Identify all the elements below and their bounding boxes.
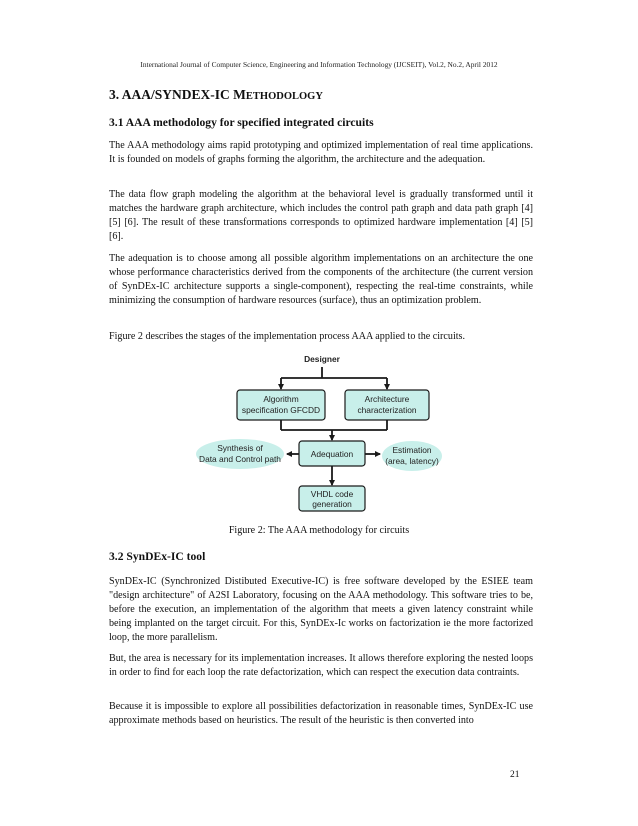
architecture-label-1: Architecture — [364, 394, 410, 404]
section-title-prefix: 3. AAA/SYNDEX-IC M — [109, 87, 246, 102]
vhdl-label-2: generation — [312, 499, 352, 509]
adequation-label: Adequation — [310, 449, 354, 459]
section-title — [109, 87, 323, 103]
paragraph-area: But, the area is necessary for its implementation increases. It allows therefore exploring the nested loops in order to find for each loop the rate defactorization, which can respect the execution data contraints. — [109, 653, 533, 678]
algorithm-label-1: Algorithm — [263, 394, 299, 404]
estimation-label-2: (area, latency) — [385, 456, 439, 466]
journal-header: International Journal of Computer Science, Engineering and Information Technology (IJCSEIT), Vol.2, No.2, April 2012 — [140, 60, 498, 69]
paragraph-heuristics: Because it is impossible to explore all possibilities defactorization in reasonable times, SynDEx-IC use approximate methods based on heuristics. The result of the heuristic is then converted into — [109, 701, 533, 726]
paragraph-figure-ref: Figure 2 describes the stages of the implementation process AAA applied to the circuits. — [109, 331, 466, 342]
paragraph-adequation: The adequation is to choose among all possible algorithm implementations on an architecture the one whose performance characteristics derived from the components of the architecture (the current version of SynDEx-IC architecture supports a single-component), respecting the real-time constraints, while minimizing the consumption of hardware resources (surface), thus an optimization problem. — [109, 253, 533, 306]
subsection-title-3-2: 3.2 SynDEx-IC tool — [109, 550, 206, 563]
paragraph-dataflow: The data flow graph modeling the algorithm at the behavioral level is gradually transformed until it matches the hardware graph architecture, which includes the control path graph and data path graph [4] [5] [6]. The result of these transformations corresponds to optimized hardware implementation [4] [5] [6]. — [109, 189, 533, 242]
synthesis-label-1: Synthesis of — [217, 443, 263, 453]
page-number: 21 — [510, 770, 520, 780]
synthesis-label-2: Data and Control path — [199, 454, 281, 464]
figure-caption: Figure 2: The AAA methodology for circuits — [228, 525, 410, 536]
section-title-suffix: ETHODOLOGY — [245, 91, 323, 102]
architecture-label-2: characterization — [357, 405, 417, 415]
paragraph-aaa-intro: The AAA methodology aims rapid prototyping and optimized implementation of real time applications. It is founded on models of graphs forming the algorithm, the architecture and the adequation. — [109, 140, 533, 165]
aaa-methodology-diagram — [195, 348, 450, 518]
paragraph-syndex-intro: SynDEx-IC (Synchronized Distibuted Executive-IC) is free software developed by the ESIEE team "design architecture" of A2SI Laboratory, focusing on the AAA methodology. This software tries to be, before the execution, an implementation of the algorithm that meets a given latency constraint while being implanted on the target circuit. For this, SynDEx-Ic works on factorization ie the more factorized loop, the more parallelism. — [109, 576, 533, 643]
algorithm-label-2: specification GFCDD — [241, 405, 321, 415]
designer-label: Designer — [304, 354, 340, 364]
vhdl-label-1: VHDL code — [310, 489, 354, 499]
subsection-title-3-1: 3.1 AAA methodology for specified integrated circuits — [109, 116, 374, 129]
estimation-label-1: Estimation — [392, 445, 432, 455]
